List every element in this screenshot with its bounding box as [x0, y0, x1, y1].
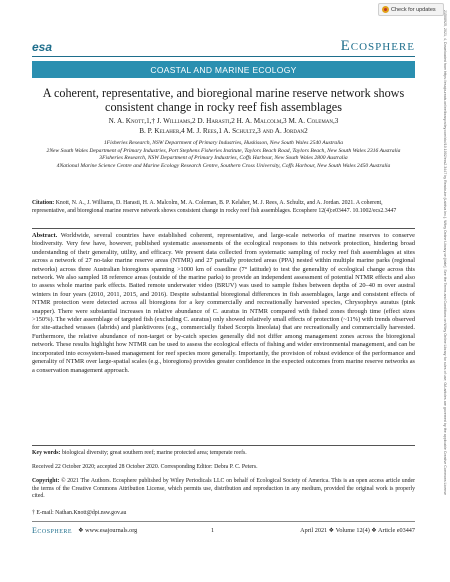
keywords-block: [32, 450, 415, 458]
keywords-label: Key words:: [32, 450, 61, 456]
footer-divider: [32, 521, 415, 522]
affiliation-item: 1Fisheries Research, NSW Department of Primary Industries, Huskisson, New South Wales 2540 Australia: [103, 140, 344, 146]
affiliation-item: 2New South Wales Department of Primary Industries, Port Stephens Fisheries Institute, Taylors Beach Road, Taylors Beach, New South Wales 2316 Australia: [46, 147, 401, 154]
journal-url-link[interactable]: ❖ www.esajournals.org: [78, 526, 138, 534]
copyright-block: [32, 478, 415, 501]
abstract-label: Abstract.: [32, 232, 58, 239]
copyright-label: Copyright:: [32, 478, 60, 484]
section-label: COASTAL AND MARINE ECOLOGY: [150, 64, 297, 75]
journal-url[interactable]: www.esajournals.org: [85, 526, 138, 534]
author-list: [40, 116, 407, 136]
affiliation-item: 4National Marine Science Centre and Marine Ecology Research Centre, Southern Cross University, Coffs Harbour, New South Wales 2450 Australia: [56, 162, 391, 169]
abstract-divider: [32, 228, 415, 229]
check-for-updates-label: Check for updates: [391, 6, 436, 13]
download-note: [440, 10, 448, 570]
article-title: A coherent, representative, and bioregional marine reserve network shows consistent change in rocky reef fish assemblages: [42, 86, 405, 114]
keywords-divider: [32, 445, 415, 446]
citation-text: Knott, N. A., J. Williams, D. Harasti, H. A. Malcolm, M. A. Coleman, B. P. Kelaher, M. J. Rees, A. Schultz, and A. Jordan. 2021. A coherent, representative, and bioregional marine reserve network shows consistent change in rocky reef fish assemblages. Ecosphere 12(4):e03447. 10.1002/ecs2.3447: [32, 200, 397, 214]
author-line-2: B. P. Kelaher,4 M. J. Rees,1 A. Schultz,3 and A. Jordan2: [139, 127, 308, 135]
received-dates: Received 22 October 2020; accepted 28 October 2020. Corresponding Editor: Debra P. C. Peters.: [32, 464, 258, 470]
copyright-text: © 2021 The Authors. Ecosphere published by Wiley Periodicals LLC on behalf of Ecological Society of America. This is an open access article under the terms of the Creative Commons Attribution License, which permits use, distribution and reproduction in any medium, provided the original work is properly cited.: [32, 478, 416, 500]
citation-label: Citation:: [32, 200, 55, 206]
affiliations: [40, 140, 407, 170]
citation-block: [32, 200, 415, 215]
check-for-updates-button[interactable]: [378, 3, 444, 16]
download-note-text: 21508925, 2021, 4, Downloaded from https://esajournals.onlinelibrary.wiley.com/doi/10.1002/ecs2.3447 by Readcube (Labtiva Inc.), Wiley Online Library on [date]. See the Terms and Conditions on Wiley Online Library for rules of use; OA articles are governed by the applicable Creative Commons License: [443, 10, 447, 496]
author-line-1: N. A. Knott,1,† J. Williams,2 D. Harasti,2 H. A. Malcolm,3 M. A. Coleman,3: [108, 117, 339, 125]
crossmark-icon: [382, 6, 389, 13]
affiliation-item: 3Fisheries Research, NSW Department of Primary Industries, Coffs Harbour, New South Wales 2800 Australia: [99, 155, 348, 162]
abstract-text: Worldwide, several countries have established coherent, representative, and large-scale networks of marine reserves to conserve biodiversity. Very few have, however, published systematic assessments of the ecological responses to this network protection, hindering broad understanding of their generality, utility, and efficacy. We present data collected from systematic sampling of rocky reef fish assemblages at sites across a network of 27 no-take marine reserve areas (NTMR) and 27 partially protected areas (PPA) nested within multiple marine parks (regional networks) across three Australian bioregions spanning >1000 km of coastline (7° latitude) to test the generality of ecological change across this network. We also sampled 18 reference areas (outside of the marine parks) to provide an independent assessment of potential NTMR effects and also to assess whole marine park effects. Baited remote underwater video (BRUV) was used to sample fishes between depths of 20–40 m over austral winters in four years (2010, 2011, 2015, and 2016). Despite substantial bioregional differences in fish assemblages, large and consistent effects of NTMR protection were detected across all bioregions for a key commercially and recreationally harvested species, Chrysophrys auratus (pink snapper). There were substantial increases in relative abundance of C. auratus in NTMR compared with fished zones through time (effect sizes >150%). The wider assemblage of targeted fish (excluding C. auratus) only showed relatively small effects of protection (~11%) with trends observed for site-attached wrasses (labrids) and planktivores (e.g., commercially fished Scorpis lineolata) that are recreationally and commercially harvested. Furthermore, the relative abundance of non-target or by-catch species generally did not differ among management zones across the bioregional network. These results highlight how NTMR can be used to assess the ecological effects of fishing and wider environmental management, and can be incorporated into ecosystem-based management for reef species more generally. Importantly, the provision of robust evidence of the performance and generality of NTMR over large-spatial scales (e.g., bioregions) provides greater confidence in the expected outcomes from marine reserve networks as a conservation management approach.: [32, 232, 415, 374]
section-banner: [32, 61, 415, 78]
header-divider: [32, 56, 415, 57]
page-footer: [32, 525, 415, 535]
issue-info: April 2021 ❖ Volume 12(4) ❖ Article e03447: [300, 526, 415, 534]
society-logo: esa: [32, 40, 53, 54]
journal-name: Ecosphere: [340, 38, 415, 54]
footer-journal-name: Ecosphere: [32, 525, 73, 535]
keywords-text: biological diversity; great southern reef; marine protected area; temperate reefs.: [61, 450, 247, 456]
corresponding-email[interactable]: † E-mail: Nathan.Knott@dpi.nsw.gov.au: [32, 510, 127, 516]
abstract-block: [32, 232, 415, 375]
page-number: 1: [211, 526, 215, 534]
